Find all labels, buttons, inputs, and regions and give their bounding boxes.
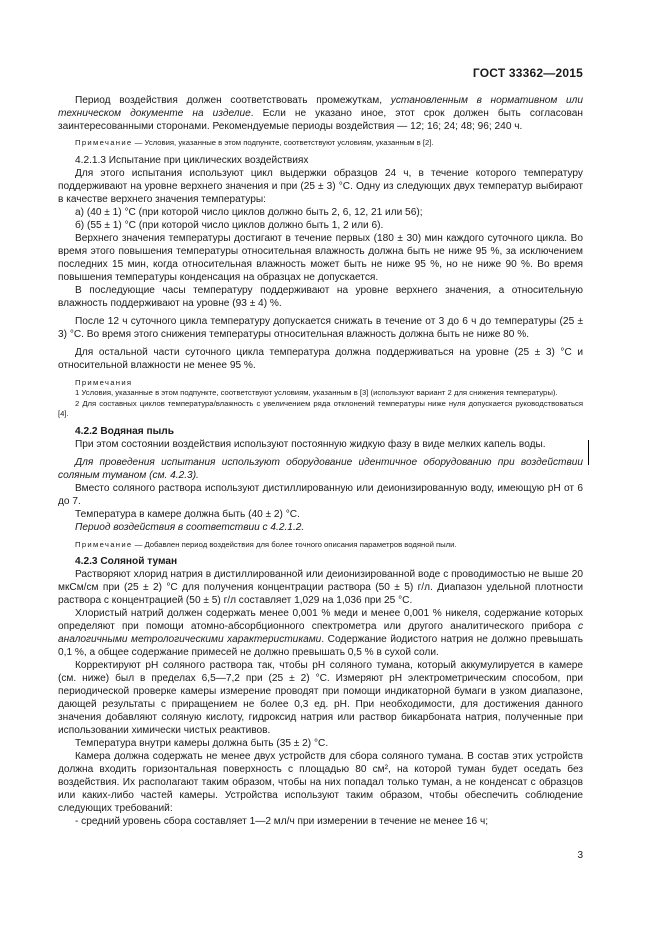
paragraph-exposure-ref: Период воздействия в соответствии с 4.2.1.2. (75, 521, 305, 533)
paragraph-chamber-temp: Температура в камере должна быть (40 ± 2) °C. (75, 508, 300, 520)
paragraph-water-instead: Вместо соляного раствора используют дистиллированную или деионизированную воду, имеющую pH от 6 до 7. (58, 482, 583, 507)
paragraph-collectors: Камера должна содержать не менее двух устройств для сбора соляного тумана. В состав этих устройств должна входить горизонтальная поверхность с площадью 80 см², на которой туман будет оседать без воздействия. Их располагают таким образом, чтобы на них попадал только туман, а не конденсат с образцов или каких-либо частей камеры. Устройства используют таким образом, чтобы обеспечить соблюдение следующих требований: (58, 751, 583, 814)
paragraph-exposure-period: Период воздействия должен соответствовать промежуткам, установленным в нормативном или техническом документе на изделие. Если не указано иное, этот срок должен быть согласован заинтересованными сторонами. Рекомендуемые периоды воздействия — 12; 16; 24; 48; 96; 240 ч. (58, 95, 583, 132)
paragraph-after-12h: После 12 ч суточного цикла температуру допускается снижать в течение от 3 до 6 ч до температуры (25 ± 3) °C. Во время этого снижения температуры относительная влажность должна быть не ниже 80 %. (58, 315, 583, 340)
page-number: 3 (577, 850, 583, 861)
list-item-b: б) (55 ± 1) °C (при которой число циклов должно быть 1, 2 или 6). (75, 219, 384, 231)
paragraph-rest-of-cycle: Для остальной части суточного цикла температура должна поддерживаться на уровне (25 ± 3) °C и относительной влажности не менее 95 %. (58, 346, 583, 371)
list-item-collection-rate: - средний уровень сбора составляет 1—2 мл/ч при измерении в течение не менее 16 ч; (75, 816, 489, 827)
section-heading-4-2-2: 4.2.2 Водяная пыль (75, 425, 174, 437)
paragraph-salt-solution: Растворяют хлорид натрия в дистиллированной или деионизированной воде с проводимостью не выше 20 мкСм/см при (25 ± 2) °C для получения концентрации раствора (50 ± 5) г/л. Диапазон удельной плотности раствора с концентрацией (50 ± 5) г/л составляет 1,029 на 1,036 при 25 °C. (58, 569, 583, 606)
notes-2-label: Примечания (75, 377, 133, 387)
section-heading-4-2-1-3: 4.2.1.3 Испытание при циклических воздействиях (75, 154, 309, 166)
paragraph-water-spray: При этом состоянии воздействия используют постоянную жидкую фазу в виде мелких капель воды. (58, 438, 583, 451)
paragraph-sodium-chloride: Хлористый натрий должен содержать менее 0,001 % меди и менее 0,001 % никеля, содержание которых определяют при помощи атомно-абсорбционного спектрометра или другого аналитического прибора с аналогичными метрологическими характеристиками. Содержание йодистого натрия не должно превышать 0,1 %, а общее содержание примесей не должно превышать 0,5 % в сухой соли. (58, 608, 583, 658)
paragraph-inside-temp: Температура внутри камеры должна быть (35 ± 2) °C. (75, 738, 329, 749)
note-2-item-1: 1 Условия, указанные в этом подпункте, соответствуют условиям, указанным в [3] (используют вариант 2 для снижения температуры). (75, 388, 558, 397)
paragraph-equipment: Для проведения испытания используют оборудование идентичное оборудованию при воздействии соляным туманом (см. 4.2.3). (58, 456, 583, 481)
note-2-item-2: 2 Для составных циклов температура/влажность с увеличением ряда отклонений температуры ниже нуля допускается руководствоваться [4]. (58, 398, 583, 418)
note-3: Примечание — Добавлен период воздействия для более точного описания параметров водяной пыли. (75, 539, 457, 549)
paragraph-cycle: Для этого испытания используют цикл выдержки образцов 24 ч, в течение которого температуру поддерживают на уровне верхнего значения и при (25 ± 3) °C. Одну из следующих двух температур выбирают в качестве верхнего значения температуры: (58, 167, 583, 205)
section-heading-4-2-3: 4.2.3 Соляной туман (75, 556, 178, 567)
paragraph-ph-correction: Корректируют pH соляного раствора так, чтобы pH соляного тумана, который аккумулируется в камере (см. ниже) был в пределах 6,5—7,2 при (25 ± 2) °C. Измеряют pH электрометрическим способом, при периодической проверке камеры измерение проводят при помощи индикаторной бумаги в узком диапазоне, дающей результаты с приращением не более 0,3 ед. pH. При необходимости, для достижения данного значения добавляют соляную кислоту, гидроксид натрия или раствор бикарбоната натрия, полученные при использовании химически чистых реактивов. (58, 660, 583, 736)
page-body (58, 94, 583, 828)
paragraph-upper-temperature: Верхнего значения температуры достигают в течение первых (180 ± 30) мин каждого суточного цикла. Во время этого повышения температуры относительная влажность должна быть не ниже 95 %, за исключением последних 15 мин, когда относительная влажность может быть не ниже 95 %, но не ниже 90 %. Во время повышения температуры конденсация на образцах не допускается. (58, 232, 583, 283)
document-number: ГОСТ 33362—2015 (472, 66, 583, 80)
change-bar (588, 440, 589, 465)
list-item-a: а) (40 ± 1) °C (при которой число циклов должно быть 2, 6, 12, 21 или 56); (75, 206, 423, 218)
paragraph-following-hours: В последующие часы температуру поддерживают на уровне верхнего значения, а относительную влажность поддерживают на уровне (93 ± 4) %. (58, 284, 583, 309)
note-1: Примечание — Условия, указанные в этом подпункте, соответствуют условиям, указанным в [2]. (75, 138, 434, 147)
